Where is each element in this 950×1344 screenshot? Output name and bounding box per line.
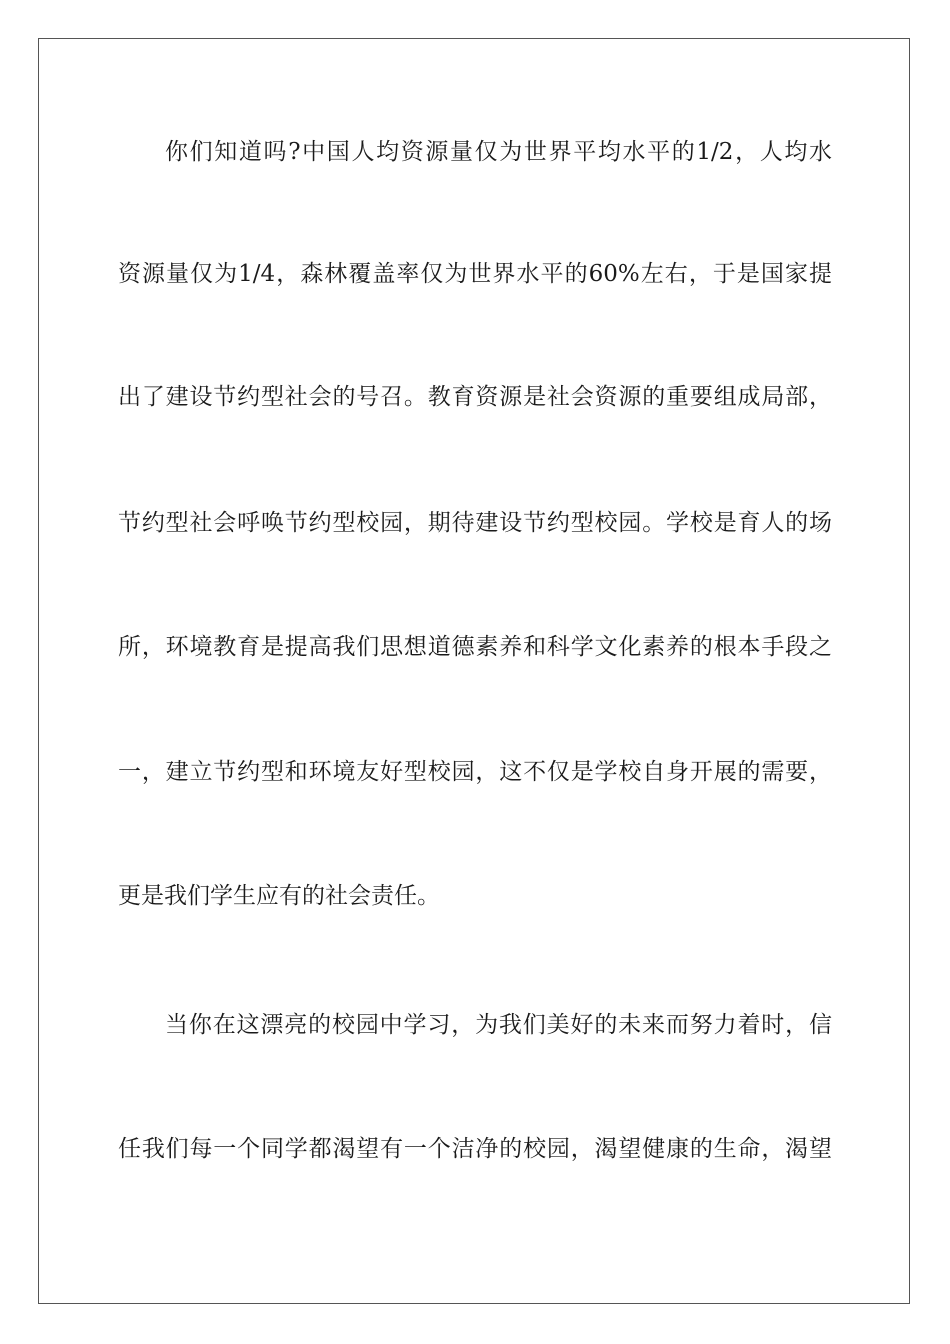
paragraph-2-line-2: 任我们每一个同学都渴望有一个洁净的校园，渴望健康的生命，渴望 — [118, 1136, 832, 1162]
paragraph-1-line-4: 节约型社会呼唤节约型校园，期待建设节约型校园。学校是育人的场 — [118, 510, 832, 536]
page-border — [38, 38, 910, 1304]
paragraph-1-line-5: 所，环境教育是提高我们思想道德素养和科学文化素养的根本手段之 — [118, 634, 832, 660]
paragraph-1-line-6: 一，建立节约型和环境友好型校园，这不仅是学校自身开展的需要， — [118, 759, 832, 785]
paragraph-1-line-7: 更是我们学生应有的社会责任。 — [118, 883, 440, 909]
paragraph-1-line-1: 你们知道吗?中国人均资源量仅为世界平均水平的1/2，人均水 — [165, 139, 832, 165]
paragraph-2-line-1: 当你在这漂亮的校园中学习，为我们美好的未来而努力着时，信 — [165, 1012, 832, 1038]
paragraph-1-line-3: 出了建设节约型社会的号召。教育资源是社会资源的重要组成局部， — [118, 384, 832, 410]
paragraph-1-line-2: 资源量仅为1/4，森林覆盖率仅为世界水平的60%左右，于是国家提 — [118, 261, 832, 287]
